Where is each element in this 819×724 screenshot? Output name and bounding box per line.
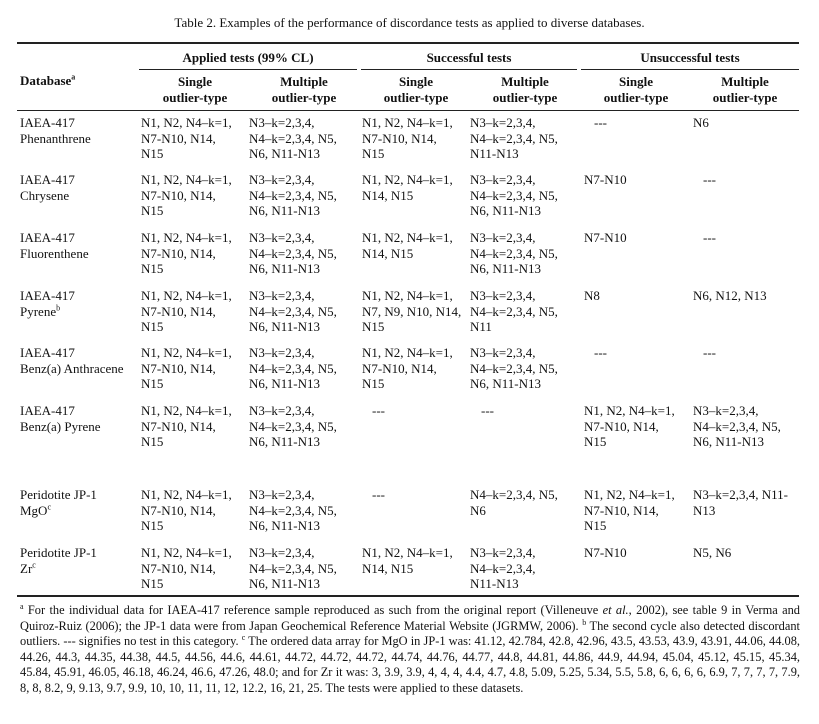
row-1-applied-single: N1, N2, N4–k=1, N7-N10, N14, N15 — [141, 115, 232, 161]
row-6-applied-multiple: N3–k=2,3,4, N4–k=2,3,4, N5, N6, N11-N13 — [249, 403, 337, 449]
row-7-applied-single: N1, N2, N4–k=1, N7-N10, N14, N15 — [141, 487, 232, 533]
row-1-unsuccessful-multiple: N6 — [693, 115, 709, 130]
footnote-b-mark: b — [582, 617, 587, 627]
group-rule-unsuccessful — [581, 69, 799, 70]
row-2-applied-single: N1, N2, N4–k=1, N7-N10, N14, N15 — [141, 172, 232, 218]
row-2-unsuccessful-single: N7-N10 — [584, 172, 627, 187]
row-8-successful-multiple: N3–k=2,3,4, N4–k=2,3,4, N11-N13 — [470, 545, 536, 591]
row-7-unsuccessful-multiple: N3–k=2,3,4, N11- N13 — [693, 487, 788, 518]
row-5-applied-multiple: N3–k=2,3,4, N4–k=2,3,4, N5, N6, N11-N13 — [249, 345, 337, 391]
row-2-unsuccessful-multiple: --- — [703, 172, 716, 187]
row-1-applied-multiple: N3–k=2,3,4, N4–k=2,3,4, N5, N6, N11-N13 — [249, 115, 337, 161]
header-unsuccessful: Unsuccessful tests — [640, 50, 740, 65]
row-8-unsuccessful-single: N7-N10 — [584, 545, 627, 560]
row-8-footnote-mark: c — [32, 560, 36, 570]
group-rule-successful — [361, 69, 577, 70]
row-8-database: Peridotite JP-1 Zr$^c$ — [20, 545, 97, 576]
row-6-successful-single: --- — [372, 403, 385, 418]
header-applied-multiple: Multiple outlier-type — [271, 74, 337, 105]
bottom-rule — [17, 595, 799, 597]
row-2-successful-single: N1, N2, N4–k=1, N14, N15 — [362, 172, 453, 203]
row-8-successful-single: N1, N2, N4–k=1, N14, N15 — [362, 545, 453, 576]
footnote-a-mark: a — [20, 601, 24, 611]
row-1-unsuccessful-single: --- — [594, 115, 607, 130]
header-applied-single: Single outlier-type — [162, 74, 228, 105]
footnote-a-text-1: For the individual data for IAEA-417 reference sample reproduced as such from the original report (Villeneuve — [23, 603, 603, 617]
row-3-applied-single: N1, N2, N4–k=1, N7-N10, N14, N15 — [141, 230, 232, 276]
row-1-successful-multiple: N3–k=2,3,4, N4–k=2,3,4, N5, N11-N13 — [470, 115, 558, 161]
row-7-footnote-mark: c — [47, 502, 52, 512]
row-3-unsuccessful-multiple: --- — [703, 230, 716, 245]
row-4-successful-single: N1, N2, N4–k=1, N7, N9, N10, N14, N15 — [362, 288, 462, 334]
row-3-unsuccessful-single: N7-N10 — [584, 230, 627, 245]
top-rule — [17, 42, 799, 44]
row-7-database: Peridotite JP-1 MgO$^c$ — [20, 487, 97, 518]
row-4-database: IAEA-417 Pyrene$^b$ — [20, 288, 75, 319]
row-4-successful-multiple: N3–k=2,3,4, N4–k=2,3,4, N5, N11 — [470, 288, 558, 334]
row-5-database: IAEA-417 Benz(a) Anthracene — [20, 345, 124, 376]
footnote-c-mark: c — [241, 632, 246, 642]
row-8-unsuccessful-multiple: N5, N6 — [693, 545, 732, 560]
row-4-footnote-mark: b — [56, 303, 61, 313]
row-3-applied-multiple: N3–k=2,3,4, N4–k=2,3,4, N5, N6, N11-N13 — [249, 230, 337, 276]
footnote-c-text: The ordered data array for MgO in JP-1 was: 41.12, 42.784, 42.8, 42.96, 43.5, 43.53, 43.9, 43.91, 44.06, 44.08, 44.26, 44.3, 44.35, 44.38, 44.5, 44.56, 44.6, 44.61, 44.72, 44.72, 44.72, 44.74, 44.76, 44.77, 44.8, 44.81, 44.86, 44.9, 44.94, 45.04, 45.12, 45.15, 45.34, 45.84, 45.91, 46.05, 46.18, 46.24, 46.6, 47.26, 48.0; and for Zr it was: 3, 3.9, 3.9, 4, 4, 4, 4.4, 4.7, 4.8, 5.09, 5.25, 5.34, 5.5, 5.8, 6, 6, 6, 6, 6.9, 7, 7, 7, 7, 7.9, 8, 8, 8.2, 9, 9.13, 9.7, 9.9, 10, 10, 11, 11, 12, 12.2, 16, 21, 25. The tests were applied to these datasets. — [20, 634, 800, 695]
row-5-unsuccessful-single: --- — [594, 345, 607, 360]
row-4-applied-single: N1, N2, N4–k=1, N7-N10, N14, N15 — [141, 288, 232, 334]
header-successful-multiple: Multiple outlier-type — [492, 74, 558, 105]
footnote-a-etal: et al. — [602, 603, 629, 617]
row-4-applied-multiple: N3–k=2,3,4, N4–k=2,3,4, N5, N6, N11-N13 — [249, 288, 337, 334]
header-successful-single: Single outlier-type — [383, 74, 449, 105]
header-successful: Successful tests — [426, 50, 512, 65]
row-1-database: IAEA-417 Phenanthrene — [20, 115, 91, 146]
row-8-applied-multiple: N3–k=2,3,4, N4–k=2,3,4, N5, N6, N11-N13 — [249, 545, 337, 591]
footnote-b-text: The second cycle also detected discordant outliers. --- signifies no test in this category. — [20, 618, 800, 648]
header-applied: Applied tests (99% CL) — [182, 50, 314, 65]
table-caption: Table 2. Examples of the performance of discordance tests as applied to diverse databases. — [174, 15, 645, 30]
footnotes — [20, 603, 800, 696]
row-7-successful-multiple: N4–k=2,3,4, N5, N6 — [470, 487, 558, 518]
row-5-successful-multiple: N3–k=2,3,4, N4–k=2,3,4, N5, N6, N11-N13 — [470, 345, 558, 391]
row-3-database: IAEA-417 Fluorenthene — [20, 230, 89, 261]
row-5-successful-single: N1, N2, N4–k=1, N7-N10, N14, N15 — [362, 345, 453, 391]
database-footnote-mark: a — [71, 72, 76, 82]
row-5-applied-single: N1, N2, N4–k=1, N7-N10, N14, N15 — [141, 345, 232, 391]
header-unsuccessful-single: Single outlier-type — [603, 74, 669, 105]
header-unsuccessful-multiple: Multiple outlier-type — [712, 74, 778, 105]
row-7-applied-multiple: N3–k=2,3,4, N4–k=2,3,4, N5, N6, N11-N13 — [249, 487, 337, 533]
row-2-database: IAEA-417 Chrysene — [20, 172, 75, 203]
row-6-successful-multiple: --- — [481, 403, 494, 418]
row-7-successful-single: --- — [372, 487, 385, 502]
footnote-a-text-2: , 2002), see table 9 in Verma and Quiroz-Ruiz (2006); the JP-1 data were from Japan Geochemical Reference Material Website (JGRMW, 2006). — [20, 603, 801, 633]
row-5-unsuccessful-multiple: --- — [703, 345, 716, 360]
row-2-applied-multiple: N3–k=2,3,4, N4–k=2,3,4, N5, N6, N11-N13 — [249, 172, 337, 218]
row-1-successful-single: N1, N2, N4–k=1, N7-N10, N14, N15 — [362, 115, 453, 161]
header-database: Database$^a$ — [20, 72, 76, 88]
row-3-successful-multiple: N3–k=2,3,4, N4–k=2,3,4, N5, N6, N11-N13 — [470, 230, 558, 276]
row-6-unsuccessful-single: N1, N2, N4–k=1, N7-N10, N14, N15 — [584, 403, 675, 449]
row-2-successful-multiple: N3–k=2,3,4, N4–k=2,3,4, N5, N6, N11-N13 — [470, 172, 558, 218]
header-rule — [17, 110, 799, 111]
row-6-unsuccessful-multiple: N3–k=2,3,4, N4–k=2,3,4, N5, N6, N11-N13 — [693, 403, 781, 449]
row-8-applied-single: N1, N2, N4–k=1, N7-N10, N14, N15 — [141, 545, 232, 591]
row-6-applied-single: N1, N2, N4–k=1, N7-N10, N14, N15 — [141, 403, 232, 449]
group-rule-applied — [139, 69, 357, 70]
row-3-successful-single: N1, N2, N4–k=1, N14, N15 — [362, 230, 453, 261]
row-7-unsuccessful-single: N1, N2, N4–k=1, N7-N10, N14, N15 — [584, 487, 675, 533]
row-6-database: IAEA-417 Benz(a) Pyrene — [20, 403, 101, 434]
row-4-unsuccessful-multiple: N6, N12, N13 — [693, 288, 767, 303]
row-4-unsuccessful-single: N8 — [584, 288, 600, 303]
